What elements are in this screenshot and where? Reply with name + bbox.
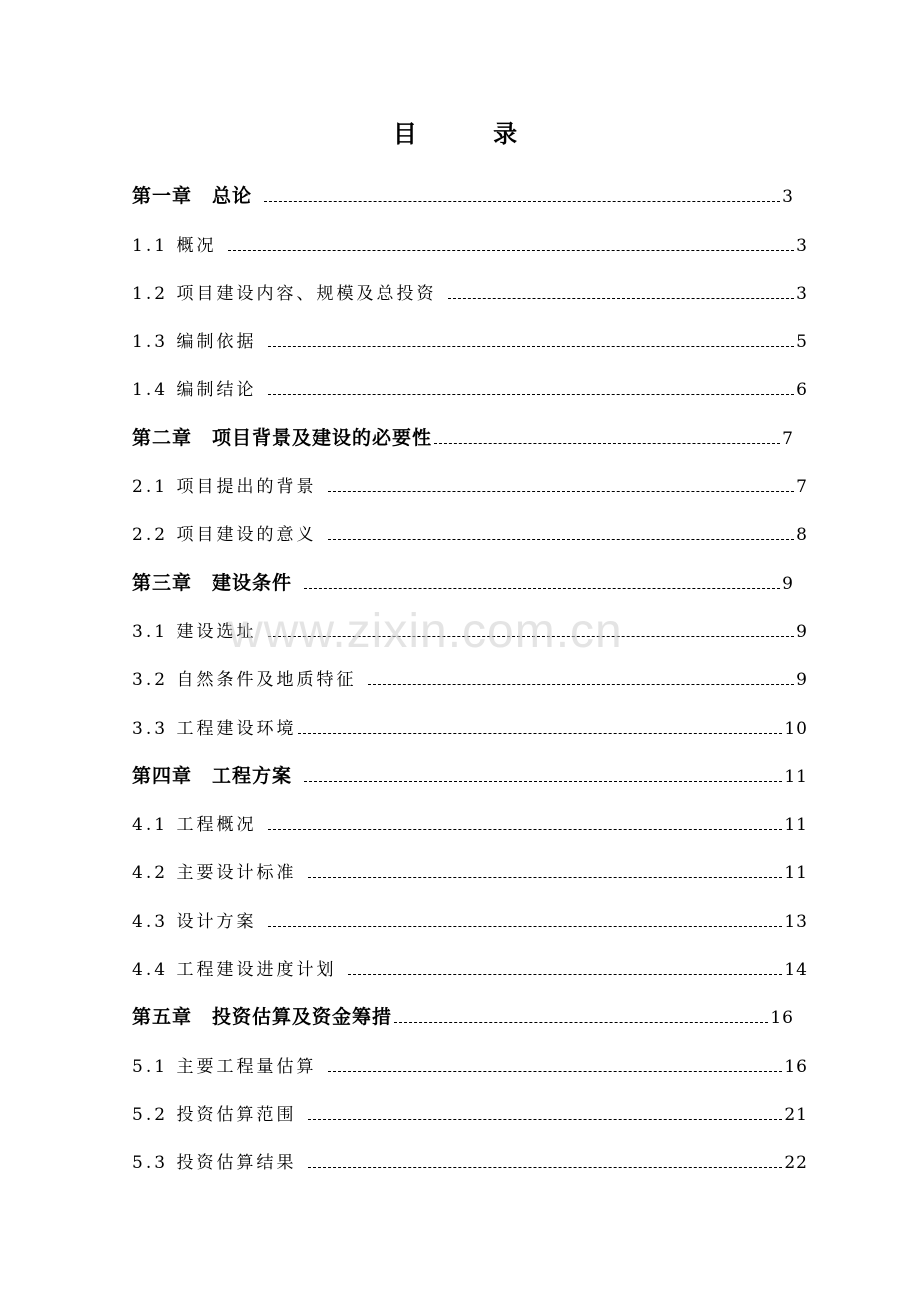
toc-entry-page: 9 bbox=[796, 670, 808, 691]
dot-leader bbox=[268, 346, 794, 347]
toc-entry-page: 10 bbox=[784, 718, 808, 739]
toc-entry-label: 4.3 设计方案 bbox=[132, 911, 257, 932]
toc-entry-section-2-1[interactable] bbox=[132, 456, 808, 504]
toc-entry-label: 4.4 工程建设进度计划 bbox=[132, 960, 337, 981]
dot-leader bbox=[434, 443, 780, 444]
toc-entry-label: 1.1 概况 bbox=[132, 235, 217, 256]
dot-leader bbox=[308, 877, 782, 878]
toc-entry-label: 2.2 项目建设的意义 bbox=[132, 525, 317, 546]
toc-entry-label: 1.3 编制依据 bbox=[132, 332, 257, 353]
toc-entry-label: 第二章 项目背景及建设的必要性 bbox=[132, 426, 433, 449]
dot-leader bbox=[298, 733, 782, 734]
toc-entry-label: 第一章 总论 bbox=[132, 185, 253, 208]
dot-leader bbox=[394, 1022, 768, 1023]
toc-entry-page: 7 bbox=[782, 428, 794, 449]
dot-leader bbox=[328, 1071, 782, 1072]
toc-entry-section-4-2[interactable] bbox=[132, 842, 808, 890]
dot-leader bbox=[448, 298, 794, 299]
toc-entry-section-5-2[interactable] bbox=[132, 1084, 808, 1132]
toc-entry-page: 5 bbox=[796, 332, 808, 353]
dot-leader bbox=[228, 250, 794, 251]
toc-entry-section-3-1[interactable] bbox=[132, 601, 808, 649]
toc-entry-page: 9 bbox=[782, 573, 794, 594]
dot-leader bbox=[268, 829, 782, 830]
toc-entry-page: 8 bbox=[796, 525, 808, 546]
toc-entry-chapter-3[interactable] bbox=[132, 552, 808, 600]
toc-entry-page: 11 bbox=[784, 863, 808, 884]
dot-leader bbox=[308, 1119, 782, 1120]
toc-entry-page: 3 bbox=[796, 283, 808, 304]
toc-entry-page: 13 bbox=[784, 911, 808, 932]
dot-leader bbox=[304, 781, 782, 782]
toc-entry-chapter-2[interactable] bbox=[132, 407, 808, 455]
toc-entry-label: 5.3 投资估算结果 bbox=[132, 1153, 297, 1174]
toc-entry-label: 第四章 工程方案 bbox=[132, 764, 293, 787]
toc-entry-section-1-3[interactable] bbox=[132, 311, 808, 359]
toc-entry-page: 3 bbox=[796, 235, 808, 256]
toc-entry-page: 21 bbox=[784, 1104, 808, 1125]
dot-leader bbox=[268, 394, 794, 395]
toc-entry-section-1-4[interactable] bbox=[132, 359, 808, 407]
toc-entry-page: 16 bbox=[770, 1008, 794, 1029]
toc-entry-page: 16 bbox=[784, 1056, 808, 1077]
toc-entry-label: 第三章 建设条件 bbox=[132, 571, 293, 594]
toc-entry-label: 5.2 投资估算范围 bbox=[132, 1104, 297, 1125]
toc-entry-page: 11 bbox=[784, 766, 808, 787]
toc-entry-label: 4.2 主要设计标准 bbox=[132, 863, 297, 884]
toc-entry-label: 2.1 项目提出的背景 bbox=[132, 477, 317, 498]
toc-entry-section-3-3[interactable] bbox=[132, 697, 808, 745]
toc-entry-label: 1.4 编制结论 bbox=[132, 380, 257, 401]
toc-entry-label: 5.1 主要工程量估算 bbox=[132, 1056, 317, 1077]
toc-entry-section-4-1[interactable] bbox=[132, 794, 808, 842]
dot-leader bbox=[304, 588, 780, 589]
toc-entry-section-4-3[interactable] bbox=[132, 890, 808, 938]
toc-entry-chapter-1[interactable] bbox=[132, 166, 808, 214]
toc-entry-label: 4.1 工程概况 bbox=[132, 815, 257, 836]
toc-entry-section-1-1[interactable] bbox=[132, 214, 808, 262]
dot-leader bbox=[308, 1167, 782, 1168]
dot-leader bbox=[268, 636, 794, 637]
dot-leader bbox=[268, 926, 782, 927]
toc-entry-section-5-1[interactable] bbox=[132, 1035, 808, 1083]
toc-entry-page: 14 bbox=[784, 960, 808, 981]
dot-leader bbox=[264, 201, 780, 202]
table-of-contents bbox=[132, 166, 808, 1180]
toc-entry-chapter-5[interactable] bbox=[132, 987, 808, 1035]
toc-entry-section-5-3[interactable] bbox=[132, 1132, 808, 1180]
toc-entry-page: 22 bbox=[784, 1153, 808, 1174]
toc-entry-page: 11 bbox=[784, 815, 808, 836]
dot-leader bbox=[368, 684, 794, 685]
toc-title: 目 录 bbox=[392, 119, 552, 148]
dot-leader bbox=[328, 491, 794, 492]
toc-entry-label: 3.3 工程建设环境 bbox=[132, 718, 297, 739]
toc-entry-label: 1.2 项目建设内容、规模及总投资 bbox=[132, 283, 437, 304]
toc-entry-section-1-2[interactable] bbox=[132, 263, 808, 311]
toc-entry-chapter-4[interactable] bbox=[132, 746, 808, 794]
toc-entry-page: 6 bbox=[796, 380, 808, 401]
toc-entry-label: 第五章 投资估算及资金筹措 bbox=[132, 1006, 393, 1029]
toc-entry-page: 3 bbox=[782, 187, 794, 208]
toc-entry-label: 3.1 建设选址 bbox=[132, 621, 257, 642]
toc-entry-page: 7 bbox=[796, 477, 808, 498]
watermark-text: www.zixin.com.cn bbox=[228, 605, 623, 658]
toc-entry-section-2-2[interactable] bbox=[132, 504, 808, 552]
toc-entry-section-3-2[interactable] bbox=[132, 649, 808, 697]
dot-leader bbox=[328, 539, 794, 540]
toc-entry-label: 3.2 自然条件及地质特征 bbox=[132, 670, 357, 691]
toc-entry-page: 9 bbox=[796, 621, 808, 642]
dot-leader bbox=[348, 974, 782, 975]
toc-entry-section-4-4[interactable] bbox=[132, 939, 808, 987]
